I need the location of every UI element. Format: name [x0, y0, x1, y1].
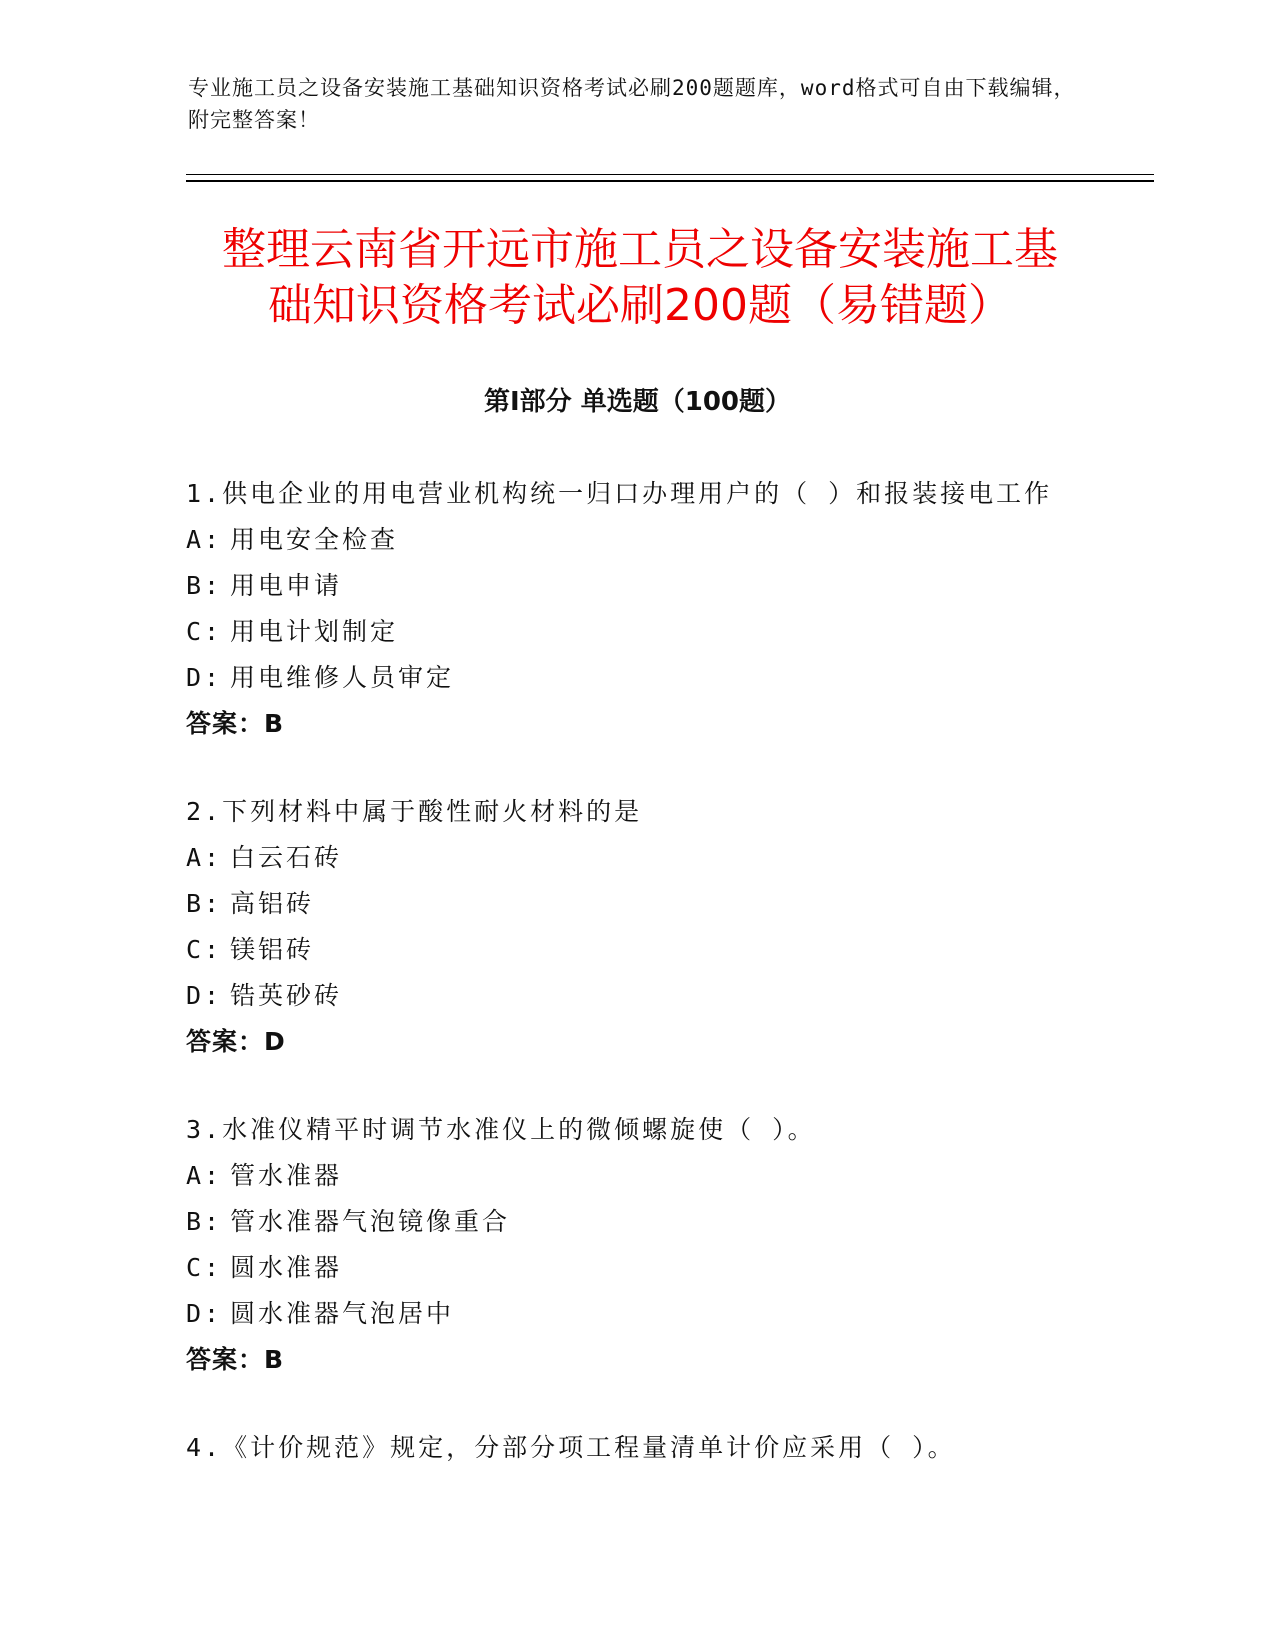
option-text: 圆水准器	[230, 1253, 343, 1282]
option-key: B:	[186, 889, 223, 918]
option-text: 镁铝砖	[230, 935, 315, 964]
option-text: 白云石砖	[230, 843, 343, 872]
question-1	[186, 471, 1146, 747]
option-a	[186, 835, 1146, 881]
question-text: 2.下列材料中属于酸性耐火材料的是	[186, 797, 643, 826]
option-key: A:	[186, 843, 223, 872]
option-text: 用电维修人员审定	[230, 663, 455, 692]
header-note: 专业施工员之设备安装施工基础知识资格考试必刷200题题库，word格式可自由下载编辑，附完整答案！	[188, 76, 1076, 132]
answer: 答案：B	[186, 709, 285, 738]
option-key: D:	[186, 981, 223, 1010]
option-key: C:	[186, 617, 223, 646]
option-text: 圆水准器气泡居中	[230, 1299, 455, 1328]
option-d	[186, 973, 1146, 1019]
option-c	[186, 927, 1146, 973]
title-line-1: 整理云南省开远市施工员之设备安装施工基	[222, 224, 1058, 275]
section-heading: 第Ⅰ部分 单选题（100题）	[484, 387, 791, 417]
question-3	[186, 1107, 1146, 1383]
document-title	[150, 222, 1130, 334]
option-text: 用电申请	[230, 571, 343, 600]
option-b	[186, 1199, 1146, 1245]
answer: 答案：D	[186, 1027, 286, 1056]
option-key: C:	[186, 1253, 223, 1282]
question-text: 3.水准仪精平时调节水准仪上的微倾螺旋使（ ）。	[186, 1115, 816, 1144]
option-text: 用电安全检查	[230, 525, 399, 554]
option-a	[186, 1153, 1146, 1199]
question-4	[186, 1425, 1146, 1471]
question-text: 4.《计价规范》规定，分部分项工程量清单计价应采用（ ）。	[186, 1433, 956, 1462]
option-text: 管水准器	[230, 1161, 343, 1190]
question-text: 1.供电企业的用电营业机构统一归口办理用户的（ ）和报装接电工作	[186, 479, 1053, 508]
header-divider-thin	[186, 174, 1154, 175]
option-b	[186, 881, 1146, 927]
option-c	[186, 1245, 1146, 1291]
option-text: 锆英砂砖	[230, 981, 343, 1010]
option-key: A:	[186, 525, 223, 554]
answer: 答案：B	[186, 1345, 285, 1374]
header-divider-thick	[186, 180, 1154, 182]
option-key: D:	[186, 1299, 223, 1328]
option-c	[186, 609, 1146, 655]
option-key: B:	[186, 1207, 223, 1236]
option-a	[186, 517, 1146, 563]
option-text: 管水准器气泡镜像重合	[230, 1207, 511, 1236]
option-text: 用电计划制定	[230, 617, 399, 646]
option-d	[186, 1291, 1146, 1337]
question-2	[186, 789, 1146, 1065]
option-key: A:	[186, 1161, 223, 1190]
option-key: C:	[186, 935, 223, 964]
option-key: B:	[186, 571, 223, 600]
title-line-2: 础知识资格考试必刷200题（易错题）	[268, 280, 1012, 331]
option-d	[186, 655, 1146, 701]
option-b	[186, 563, 1146, 609]
option-key: D:	[186, 663, 223, 692]
option-text: 高铝砖	[230, 889, 315, 918]
